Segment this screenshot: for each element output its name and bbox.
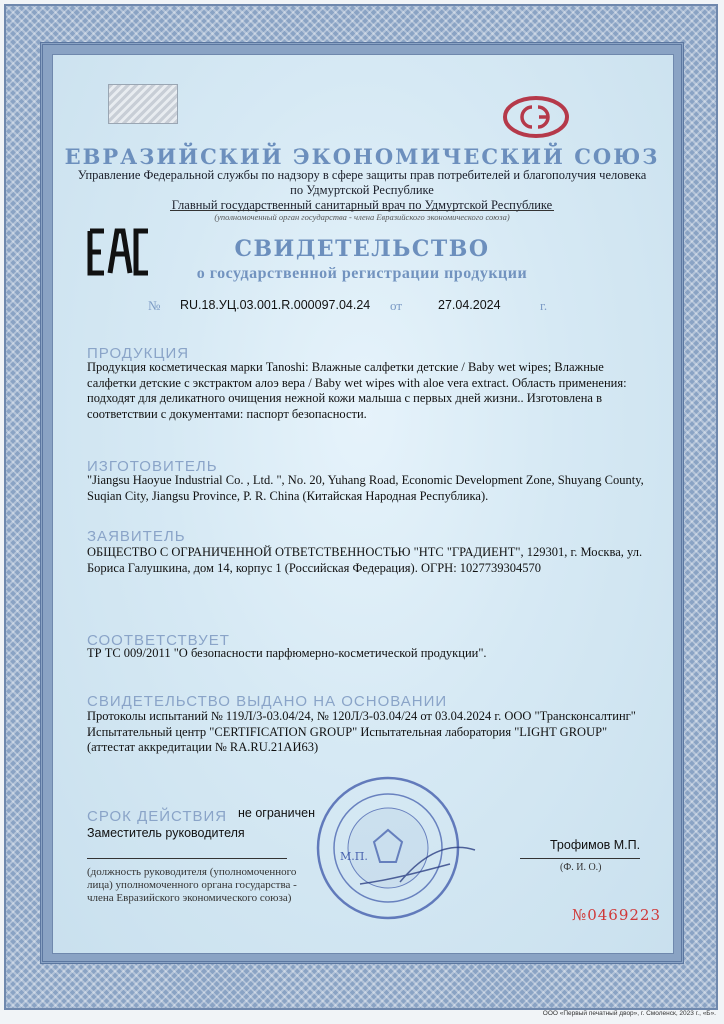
union-title: ЕВРАЗИЙСКИЙ ЭКОНОМИЧЕСКИЙ СОЮЗ [64,144,660,169]
product-text: Продукция косметическая марки Tanoshi: Влажные салфетки детские / Baby wet wipes; Влажные салфетки детские с экстрактом алоэ вера / Baby wet wipes with aloe vera extract. Область применения: подходят для деликатного очищения нежной кожи малыша с первых дней жизни.. Изготовлена в соответствии с документами: паспорт безопасности. [87,360,627,421]
authority-line-3: Главный государственный санитарный врач по Удмуртской Республике [171,198,553,212]
year-suffix: г. [540,298,548,313]
product-heading: ПРОДУКЦИЯ [87,345,190,362]
position-caption-line-2: лица) уполномоченного органа государства - [87,879,297,891]
date-label: от [390,298,403,313]
issuing-authority [70,168,654,213]
document-subtitle: о государственной регистрации продукции [196,265,528,282]
applicant-heading: ЗАЯВИТЕЛЬ [87,528,186,545]
authority-caption: (уполномоченный орган государства - члена Евразийского экономического союза) [214,212,510,222]
issue-date: 27.04.2024 [438,298,501,312]
basis-text: Протоколы испытаний № 119Л/3-03.04/24, № 120Л/3-03.04/24 от 03.04.2024 г. ООО "Трансконсалтинг" Испытательный центр "CERTIFICATION GROUP" Испытательная лаборатория "LIGHT GROUP" (аттестат аккредитации № RA.RU.21АИ63) [87,709,636,754]
number-label: № [148,298,161,313]
basis-heading: СВИДЕТЕЛЬСТВО ВЫДАНО НА ОСНОВАНИИ [87,693,448,710]
name-underline [520,858,640,859]
hologram-sticker [108,84,178,124]
fio-caption: (Ф. И. О.) [560,862,602,873]
signatory-name: Трофимов М.П. [550,838,641,852]
ce-logo-icon [502,95,570,139]
complies-heading: СООТВЕТСТВУЕТ [87,632,230,649]
validity-heading: СРОК ДЕЙСТВИЯ [87,808,228,825]
manufacturer-text: "Jiangsu Haoyue Industrial Co. , Ltd. ", No. 20, Yuhang Road, Economic Development Zone, Shuyang County, Suqian City, Jiangsu Province, P. R. China (Китайская Народная Республика). [87,473,644,503]
position-underline [87,858,287,859]
position-caption-line-1: (должность руководителя (уполномоченного [87,866,297,878]
manufacturer-heading: ИЗГОТОВИТЕЛЬ [87,458,218,475]
certificate-number: RU.18.УЦ.03.001.R.000097.04.24 [180,298,371,312]
position-caption-line-3: члена Евразийского экономического союза) [87,892,292,904]
mp-label: М.П. [340,850,368,863]
authority-line-1: Управление Федеральной службы по надзору в сфере защиты прав потребителей и благополучия человека [77,168,647,182]
applicant-text: ОБЩЕСТВО С ОГРАНИЧЕННОЙ ОТВЕТСТВЕННОСТЬЮ "НТС "ГРАДИЕНТ", 129301, г. Москва, ул. Бориса Галушкина, дом 14, корпус 1 (Российская Федерация). ОГРН: 1027739304570 [87,545,643,575]
complies-text: ТР ТС 009/2011 "О безопасности парфюмерно-косметической продукции". [87,646,487,660]
authority-underline [170,210,554,211]
signatory-position: Заместитель руководителя [87,826,245,840]
validity-value: не ограничен [238,806,315,820]
printer-info: ООО «Первый печатный двор», г. Смоленск, 2023 г., «Б». [542,1010,716,1017]
position-caption [87,866,297,905]
official-seal-stamp [300,772,480,922]
document-title: СВИДЕТЕЛЬСТВО [234,236,490,262]
authority-line-2: по Удмуртской Республике [290,183,434,197]
serial-number: №0469223 [572,906,661,924]
